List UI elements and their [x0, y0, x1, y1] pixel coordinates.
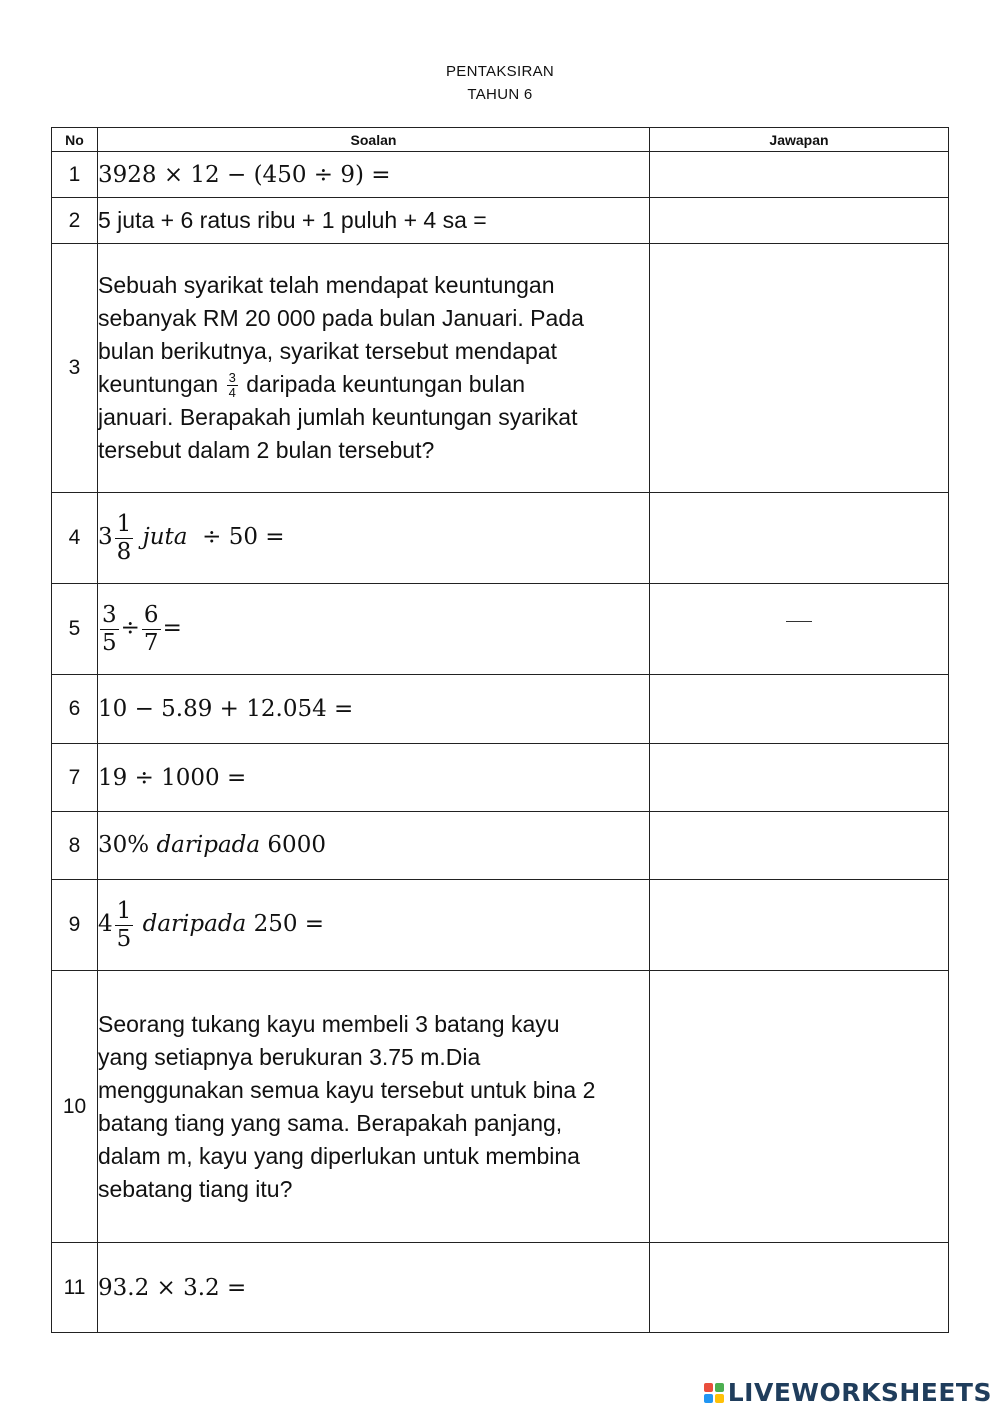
row-number: 3 — [52, 244, 98, 493]
question-line: dalam m, kayu yang diperlukan untuk membina — [98, 1142, 580, 1169]
row-number: 4 — [52, 493, 98, 584]
answer-cell[interactable] — [650, 971, 949, 1243]
fraction — [115, 511, 134, 565]
fraction-bar-mark — [786, 621, 812, 622]
fraction — [227, 371, 238, 401]
question-line: januari. Berapakah jumlah keuntungan syarikat — [98, 404, 578, 430]
worksheet-header — [0, 60, 1000, 106]
answer-cell[interactable] — [650, 812, 949, 880]
fraction-numerator: 6 — [143, 602, 159, 629]
fraction-denominator: 7 — [143, 629, 159, 656]
logo-square — [704, 1383, 713, 1392]
col-header-no: No — [52, 128, 98, 152]
table-row — [52, 744, 949, 812]
question-cell — [98, 1243, 650, 1333]
table-row — [52, 675, 949, 744]
table-row — [52, 244, 949, 493]
math-word: daripada — [142, 911, 247, 937]
question-text: daripada keuntungan bulan — [246, 371, 526, 397]
math-expression: 19 ÷ 1000 = — [98, 764, 247, 791]
answer-cell[interactable] — [650, 744, 949, 812]
fraction-denominator: 5 — [102, 629, 117, 656]
fraction-numerator: 1 — [116, 898, 132, 925]
question-cell — [98, 675, 650, 744]
row-number: 9 — [52, 880, 98, 971]
row-number: 7 — [52, 744, 98, 812]
question-line: tersebut dalam 2 bulan tersebut? — [98, 437, 435, 463]
whole-number: 4 — [98, 911, 113, 937]
equals-sign: = — [162, 615, 182, 641]
row-number: 6 — [52, 675, 98, 744]
question-cell — [98, 812, 650, 880]
answer-cell[interactable] — [650, 493, 949, 584]
header-title: PENTAKSIRAN — [445, 63, 555, 80]
math-expression: 3928 × 12 − (450 ÷ 9) = — [98, 161, 391, 188]
math-expression: 6000 — [267, 832, 326, 858]
answer-cell[interactable] — [650, 244, 949, 493]
header-subtitle: TAHUN 6 — [467, 86, 533, 103]
question-text: keuntungan — [98, 371, 219, 397]
fraction-numerator: 3 — [102, 602, 117, 629]
math-expression: ÷ 50 = — [202, 524, 285, 550]
fraction-denominator: 4 — [228, 385, 236, 401]
question-line: bulan berikutnya, syarikat tersebut mendapat — [98, 338, 557, 364]
table-row — [52, 584, 949, 675]
answer-cell[interactable] — [650, 675, 949, 744]
answer-cell[interactable] — [650, 880, 949, 971]
table-row — [52, 493, 949, 584]
row-number: 11 — [52, 1243, 98, 1333]
row-number: 5 — [52, 584, 98, 675]
answer-cell[interactable] — [650, 152, 949, 198]
answer-cell[interactable] — [650, 198, 949, 244]
question-cell — [98, 971, 650, 1243]
question-line: menggunakan semua kayu tersebut untuk bina 2 — [98, 1076, 596, 1103]
table-row — [52, 971, 949, 1243]
math-expression: 93.2 × 3.2 = — [98, 1274, 247, 1301]
col-header-soalan: Soalan — [98, 128, 650, 152]
answer-cell[interactable] — [650, 1243, 949, 1333]
fraction-numerator: 3 — [228, 370, 236, 386]
math-expression: 10 − 5.89 + 12.054 = — [98, 696, 354, 722]
table-row — [52, 152, 949, 198]
fraction — [115, 898, 134, 952]
answer-cell[interactable] — [650, 584, 949, 675]
question-line: sebanyak RM 20 000 pada bulan Januari. Pada — [98, 305, 584, 331]
question-cell: 5 juta + 6 ratus ribu + 1 puluh + 4 sa = — [98, 198, 650, 244]
question-line: sebatang tiang itu? — [98, 1175, 293, 1202]
question-line — [98, 368, 649, 401]
liveworksheets-logo — [704, 1378, 992, 1407]
table-header-row — [52, 128, 949, 152]
question-cell — [98, 744, 650, 812]
table-row — [52, 812, 949, 880]
liveworksheets-icon — [704, 1383, 724, 1403]
table-row — [52, 198, 949, 244]
row-number: 10 — [52, 971, 98, 1243]
fraction-denominator: 8 — [116, 538, 132, 565]
fraction — [100, 602, 119, 656]
col-header-jawapan: Jawapan — [650, 128, 949, 152]
percentage: 30% — [98, 832, 150, 858]
row-number: 2 — [52, 198, 98, 244]
question-line: batang tiang yang sama. Berapakah panjang, — [98, 1109, 563, 1136]
question-line: Sebuah syarikat telah mendapat keuntungan — [98, 272, 555, 298]
fraction-denominator: 5 — [116, 925, 132, 952]
math-expression: 250 = — [253, 911, 325, 937]
question-cell — [98, 584, 650, 675]
logo-square — [704, 1394, 713, 1403]
logo-square — [715, 1394, 724, 1403]
math-word: daripada — [156, 832, 261, 858]
logo-square — [715, 1383, 724, 1392]
question-line: Seorang tukang kayu membeli 3 batang kayu — [98, 1010, 560, 1037]
logo-text: LIVEWORKSHEETS — [727, 1378, 992, 1407]
question-cell — [98, 152, 650, 198]
table-row — [52, 880, 949, 971]
question-table — [51, 127, 949, 1333]
question-cell — [98, 244, 650, 493]
whole-number: 3 — [98, 524, 113, 550]
question-cell — [98, 880, 650, 971]
fraction — [142, 602, 161, 656]
question-line: yang setiapnya berukuran 3.75 m.Dia — [98, 1043, 481, 1070]
row-number: 1 — [52, 152, 98, 198]
row-number: 8 — [52, 812, 98, 880]
math-word: juta — [142, 524, 188, 550]
question-cell — [98, 493, 650, 584]
operator: ÷ — [120, 615, 140, 641]
fraction-numerator: 1 — [116, 511, 132, 538]
table-row — [52, 1243, 949, 1333]
